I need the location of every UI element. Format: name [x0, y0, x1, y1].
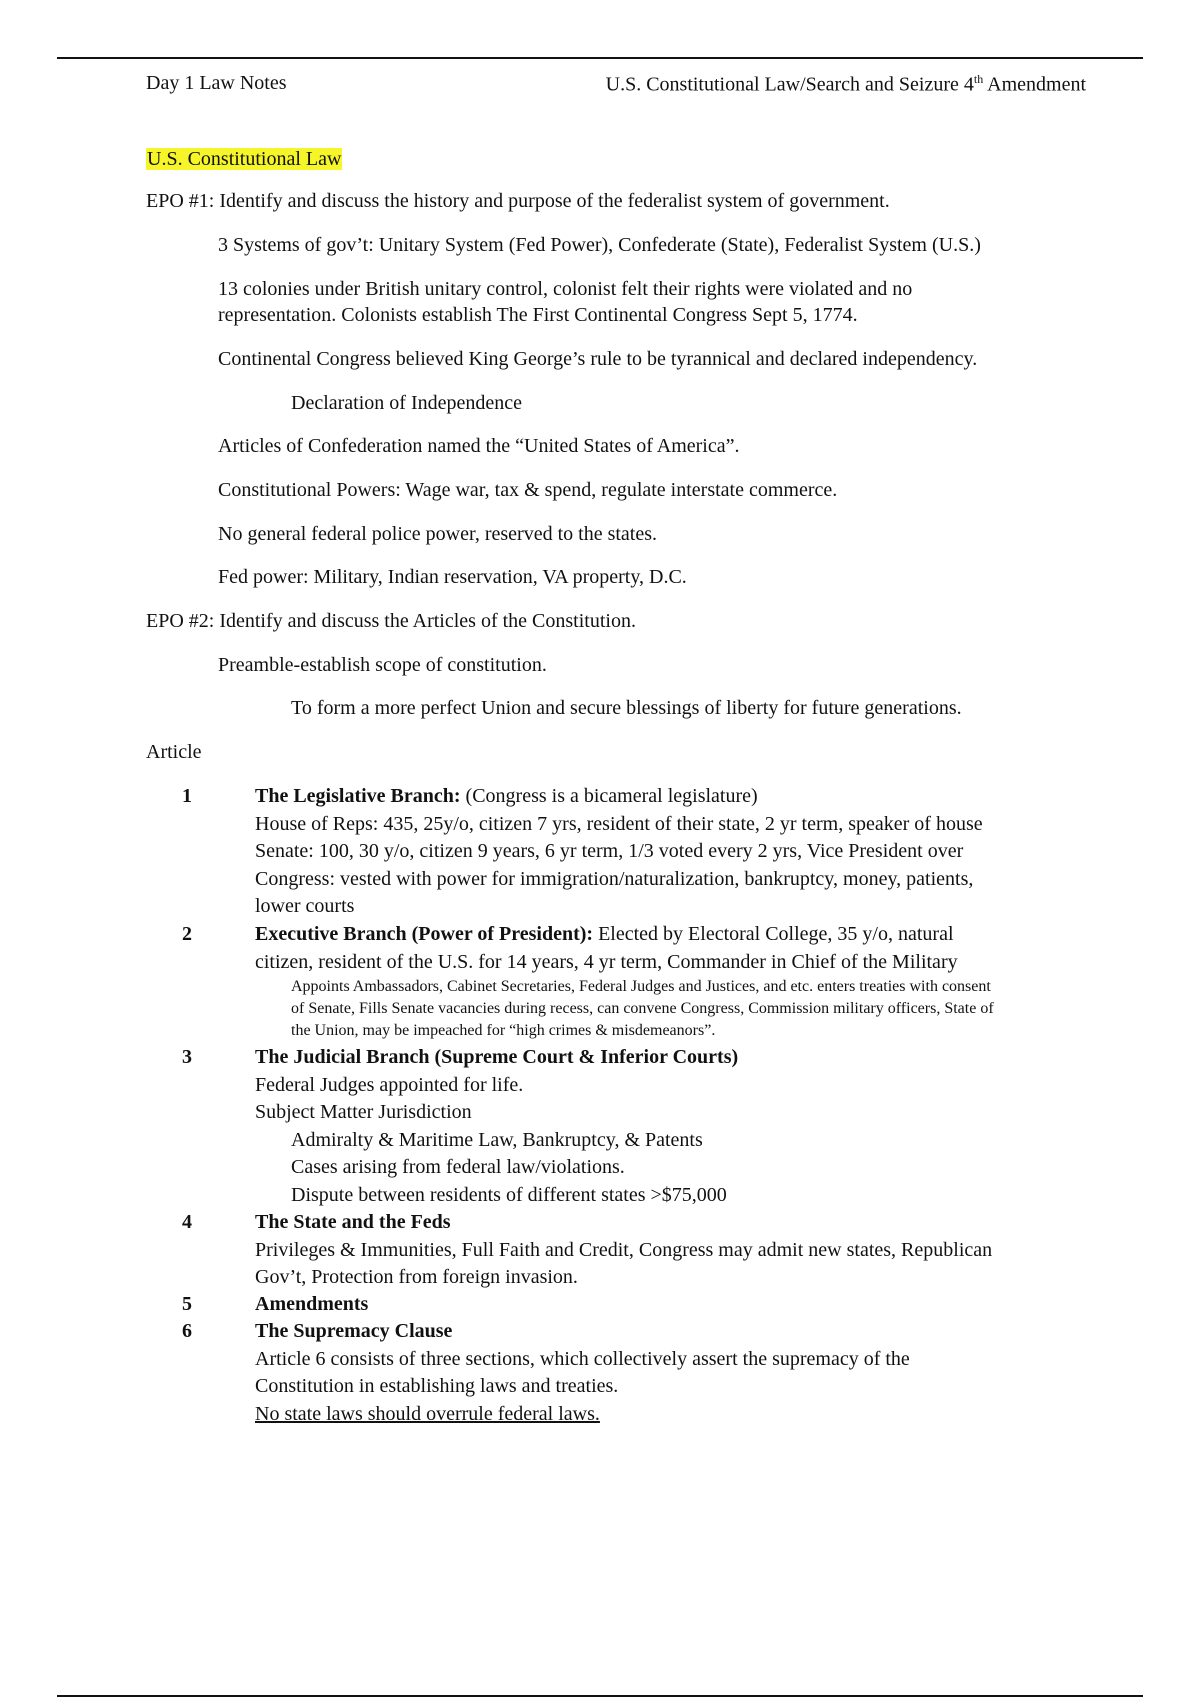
article-3-sub: Cases arising from federal law/violations. — [291, 1156, 625, 1178]
epo1-police: No general federal police power, reserved to the states. — [218, 523, 658, 545]
article-3-sub: Admiralty & Maritime Law, Bankruptcy, & Patents — [291, 1128, 703, 1151]
epo1-declaration: Declaration of Independence — [291, 392, 522, 414]
epo1-heading: EPO #1: Identify and discuss the history and purpose of the federalist system of government. — [146, 190, 890, 212]
epo1-congress: Continental Congress believed King George’s rule to be tyrannical and declared independency. — [218, 348, 978, 370]
epo1-colonies-2: representation. Colonists establish The First Continental Congress Sept 5, 1774. — [218, 304, 858, 326]
article-6 — [255, 1318, 1085, 1428]
header-right-tail: Amendment — [983, 73, 1086, 96]
article-3-line: Subject Matter Jurisdiction — [255, 1101, 472, 1123]
article-2 — [255, 921, 1085, 1042]
article-2-title-rest: Elected by Electoral College, 35 y/o, natural — [593, 923, 954, 945]
article-6-underlined-line: No state laws should overrule federal laws. — [255, 1402, 600, 1425]
article-4-number: 4 — [182, 1211, 192, 1233]
epo1-powers: Constitutional Powers: Wage war, tax & spend, regulate interstate commerce. — [218, 479, 838, 501]
article-3-number: 3 — [182, 1046, 192, 1068]
epo1-fed-power: Fed power: Military, Indian reservation, VA property, D.C. — [218, 566, 687, 588]
page-header — [146, 72, 1086, 100]
article-1-title: The Legislative Branch: — [255, 785, 461, 807]
article-2-number: 2 — [182, 923, 192, 945]
epo2-heading: EPO #2: Identify and discuss the Articles of the Constitution. — [146, 610, 636, 632]
article-1 — [255, 783, 1085, 921]
article-3-sub: Dispute between residents of different states >$75,000 — [291, 1183, 727, 1206]
article-5 — [255, 1291, 1085, 1319]
article-6-line: Article 6 consists of three sections, which collectively assert the supremacy of the — [255, 1347, 910, 1370]
epo1-systems: 3 Systems of gov’t: Unitary System (Fed Power), Confederate (State), Federalist System (U.S.) — [218, 234, 981, 256]
article-label: Article — [146, 741, 202, 763]
section-title: U.S. Constitutional Law — [147, 148, 342, 170]
article-4-title: The State and the Feds — [255, 1211, 451, 1233]
article-1-title-rest: (Congress is a bicameral legislature) — [460, 785, 758, 807]
article-6-number: 6 — [182, 1320, 192, 1342]
article-2-sub: Appoints Ambassadors, Cabinet Secretaries, Federal Judges and Justices, and etc. enters treaties with consent — [291, 978, 991, 995]
article-5-title: Amendments — [255, 1293, 369, 1315]
article-3-title: The Judicial Branch (Supreme Court & Inferior Courts) — [255, 1046, 739, 1068]
article-2-title: Executive Branch (Power of President): — [255, 923, 594, 945]
top-rule — [57, 57, 1143, 59]
article-3-line: Federal Judges appointed for life. — [255, 1073, 524, 1096]
epo1-colonies-1: 13 colonies under British unitary control, colonist felt their rights were violated and no — [218, 278, 913, 300]
article-5-number: 5 — [182, 1293, 192, 1315]
header-right-sup: th — [973, 72, 984, 86]
article-6-title: The Supremacy Clause — [255, 1320, 453, 1342]
epo2-preamble-text: To form a more perfect Union and secure blessings of liberty for future generations. — [291, 697, 962, 719]
article-4-line: Privileges & Immunities, Full Faith and Credit, Congress may admit new states, Republican — [255, 1238, 993, 1261]
header-right — [606, 72, 1086, 97]
article-2-line: citizen, resident of the U.S. for 14 years, 4 yr term, Commander in Chief of the Military — [255, 950, 958, 973]
epo2-preamble: Preamble-establish scope of constitution. — [218, 654, 547, 676]
article-6-line: Constitution in establishing laws and treaties. — [255, 1375, 619, 1397]
epo1-articles: Articles of Confederation named the “United States of America”. — [218, 435, 740, 457]
article-1-line: House of Reps: 435, 25y/o, citizen 7 yrs, resident of their state, 2 yr term, speaker of house — [255, 812, 983, 835]
article-3 — [255, 1044, 1085, 1209]
article-1-line: Congress: vested with power for immigration/naturalization, bankruptcy, money, patients, — [255, 867, 974, 890]
article-1-line: Senate: 100, 30 y/o, citizen 9 years, 6 yr term, 1/3 voted every 2 yrs, Vice President over — [255, 840, 964, 862]
article-4-line: Gov’t, Protection from foreign invasion. — [255, 1266, 578, 1288]
article-2-sub: of Senate, Fills Senate vacancies during recess, can convene Congress, Commission military officers, State of — [291, 1000, 994, 1017]
header-right-main: U.S. Constitutional Law/Search and Seizure 4 — [605, 73, 974, 96]
header-left: Day 1 Law Notes — [146, 72, 287, 94]
article-1-number: 1 — [182, 785, 192, 807]
bottom-rule — [57, 1695, 1143, 1697]
article-1-line: lower courts — [255, 895, 355, 917]
article-4 — [255, 1209, 1085, 1292]
article-2-sub: the Union, may be impeached for “high crimes & misdemeanors”. — [291, 1022, 716, 1039]
